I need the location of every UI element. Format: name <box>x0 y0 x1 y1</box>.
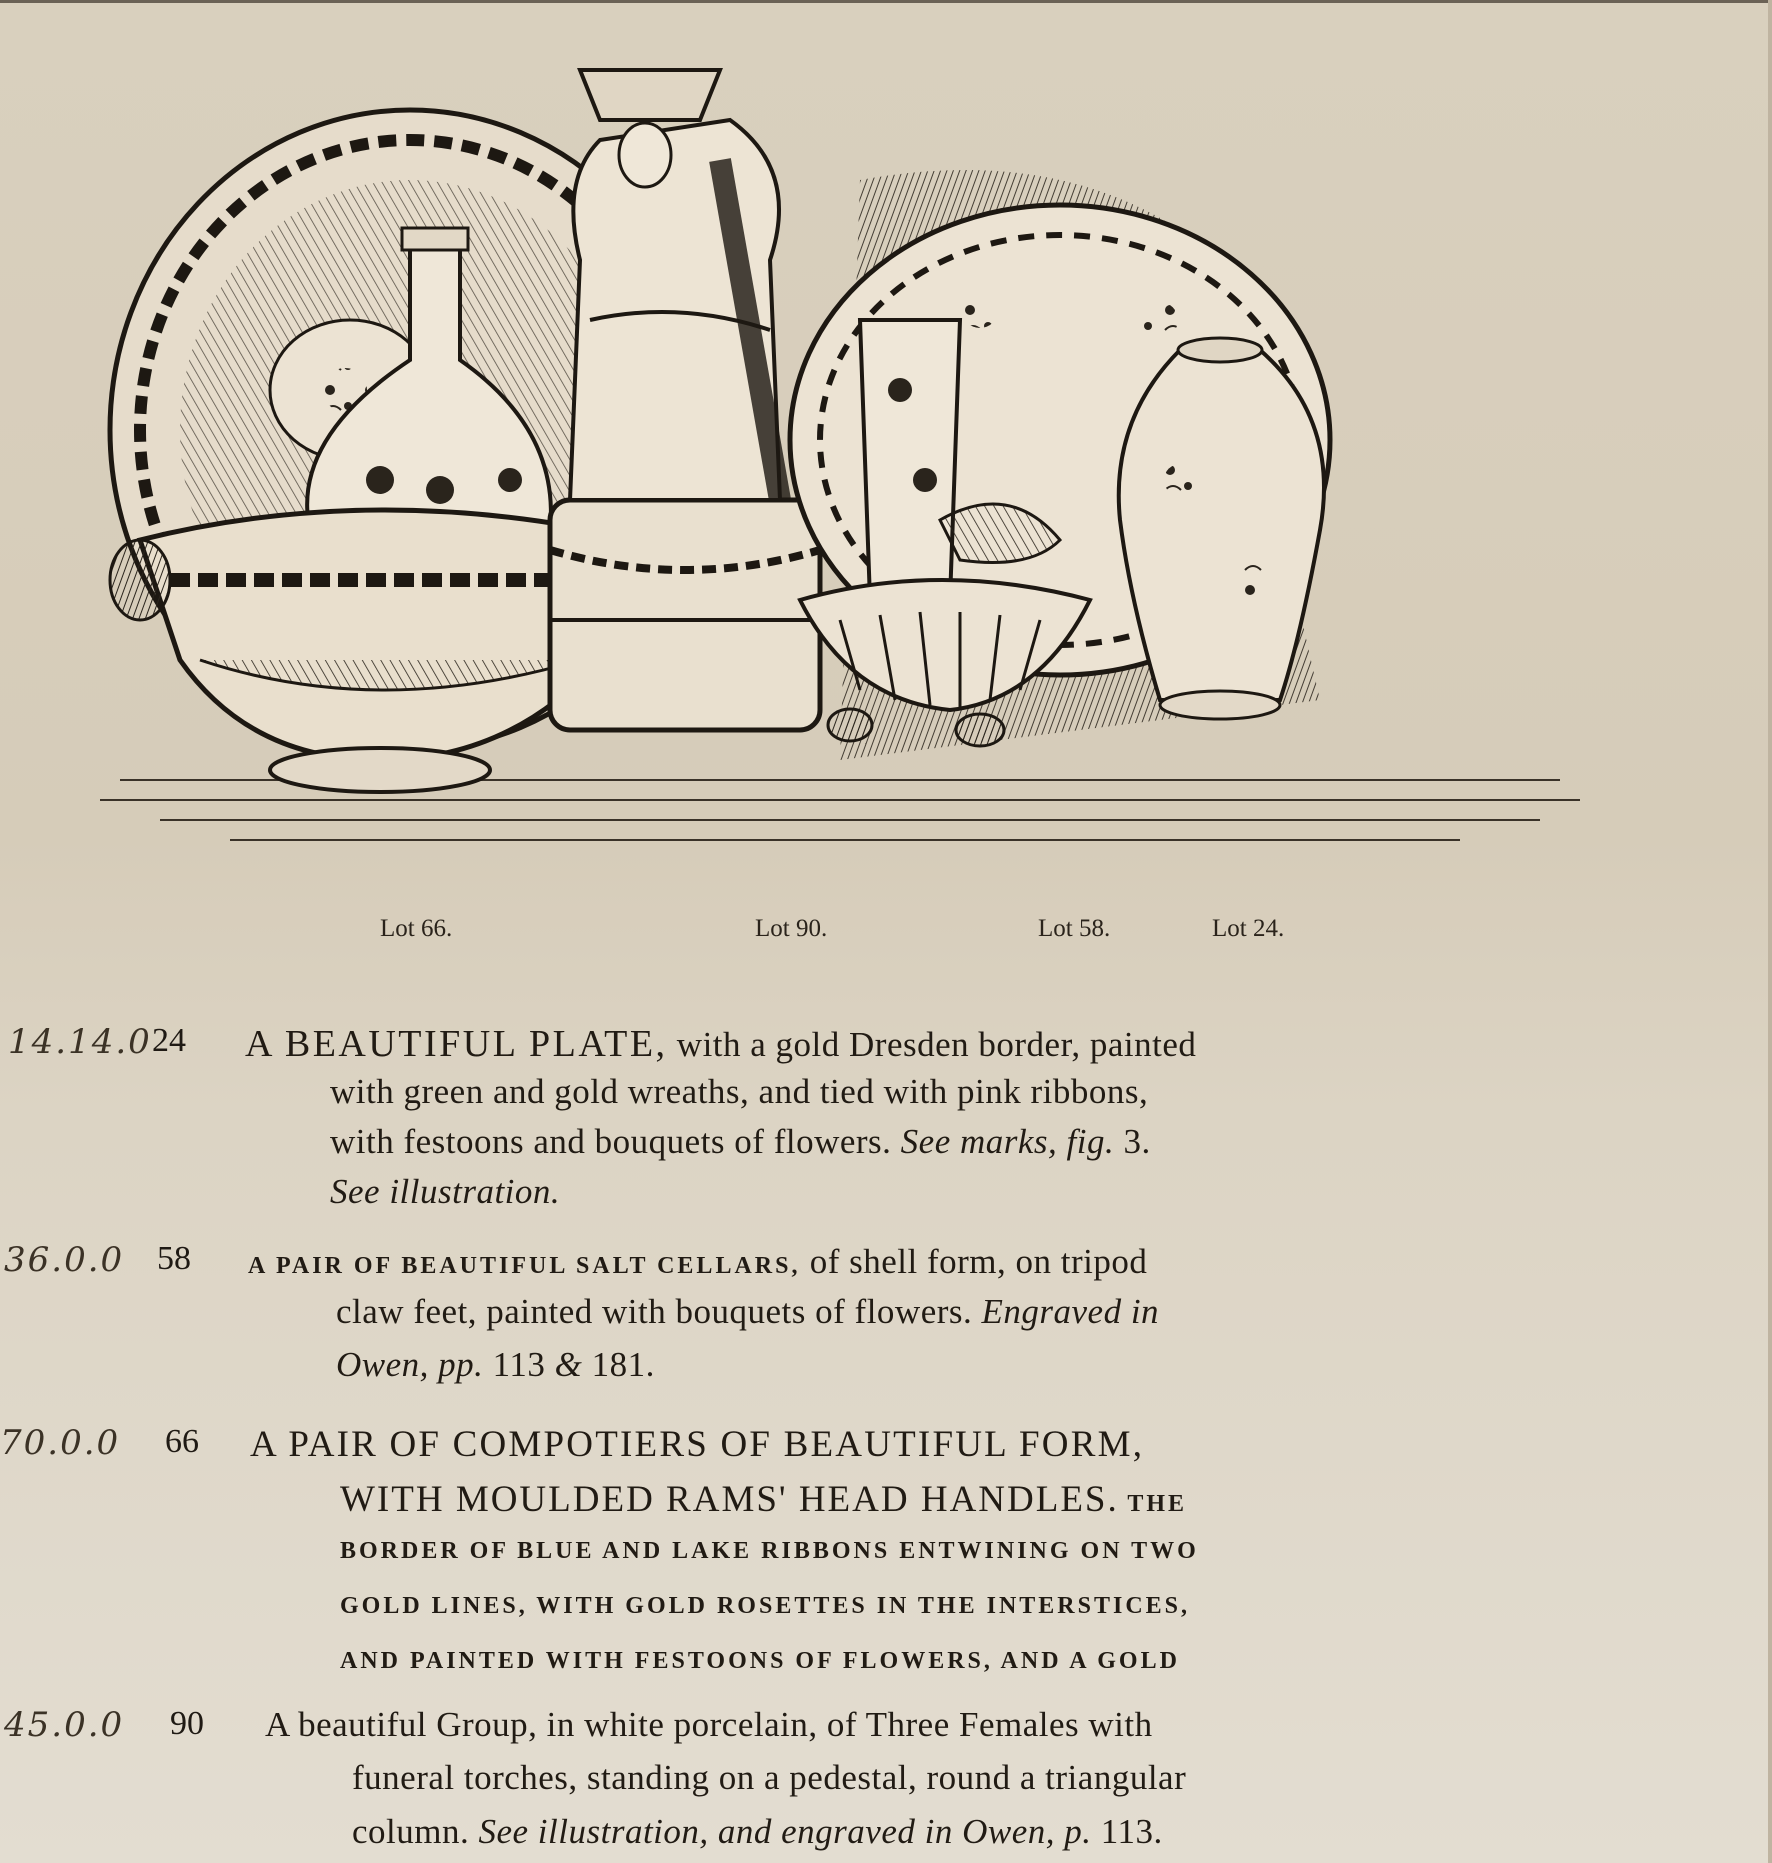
handwritten-price: 14.14.0 <box>8 1022 152 1062</box>
entry-line: WITH MOULDED RAMS' HEAD HANDLES. THE <box>340 1479 1188 1520</box>
page-edge <box>1768 0 1772 1863</box>
entry-line: A beautiful Group, in white porcelain, of Three Females with <box>265 1705 1153 1744</box>
entry-line: A BEAUTIFUL PLATE, with a gold Dresden border, painted <box>245 1023 1197 1065</box>
entry-line: A PAIR OF COMPOTIERS OF BEAUTIFUL FORM, <box>250 1424 1145 1465</box>
entry-line: with festoons and bouquets of flowers. See marks, fig. 3. <box>330 1122 1151 1161</box>
caption-lot-90: Lot 90. <box>755 915 828 942</box>
entry-line: See illustration. <box>330 1172 561 1211</box>
cylinder-vase <box>860 320 960 600</box>
handwritten-price: 36.0.0 <box>4 1240 125 1280</box>
handwritten-price: 70.0.0 <box>0 1423 121 1463</box>
lot-number: 90 <box>170 1705 204 1742</box>
entry-line: Owen, pp. 113 & 181. <box>336 1345 655 1384</box>
porcelain-engraving <box>80 60 1600 900</box>
entry-line: column. See illustration, and engraved in Owen, p. 113. <box>352 1812 1163 1851</box>
baluster-vase <box>1119 338 1324 719</box>
entry-line: funeral torches, standing on a pedestal, round a triangular <box>352 1758 1187 1797</box>
entry-line: BORDER OF BLUE AND LAKE RIBBONS ENTWINING ON TWO <box>340 1538 1199 1564</box>
entry-line: claw feet, painted with bouquets of flowers. Engraved in <box>336 1292 1160 1331</box>
caption-lot-66: Lot 66. <box>380 915 453 942</box>
handwritten-price: 45.0.0 <box>4 1705 125 1745</box>
entry-line: with green and gold wreaths, and tied with pink ribbons, <box>330 1072 1149 1111</box>
lot-number: 66 <box>165 1423 199 1460</box>
entry-line: AND PAINTED WITH FESTOONS OF FLOWERS, AND A GOLD <box>340 1648 1180 1674</box>
lot-number: 58 <box>157 1240 191 1277</box>
top-rule <box>0 0 1772 3</box>
figure-group-pedestal <box>550 70 820 730</box>
caption-lot-24: Lot 24. <box>1212 915 1285 942</box>
entry-line: A PAIR OF BEAUTIFUL SALT CELLARS, of shell form, on tripod <box>248 1242 1148 1281</box>
caption-lot-58: Lot 58. <box>1038 915 1111 942</box>
entry-line: GOLD LINES, WITH GOLD ROSETTES IN THE INTERSTICES, <box>340 1593 1191 1619</box>
lot-number: 24 <box>152 1022 186 1059</box>
